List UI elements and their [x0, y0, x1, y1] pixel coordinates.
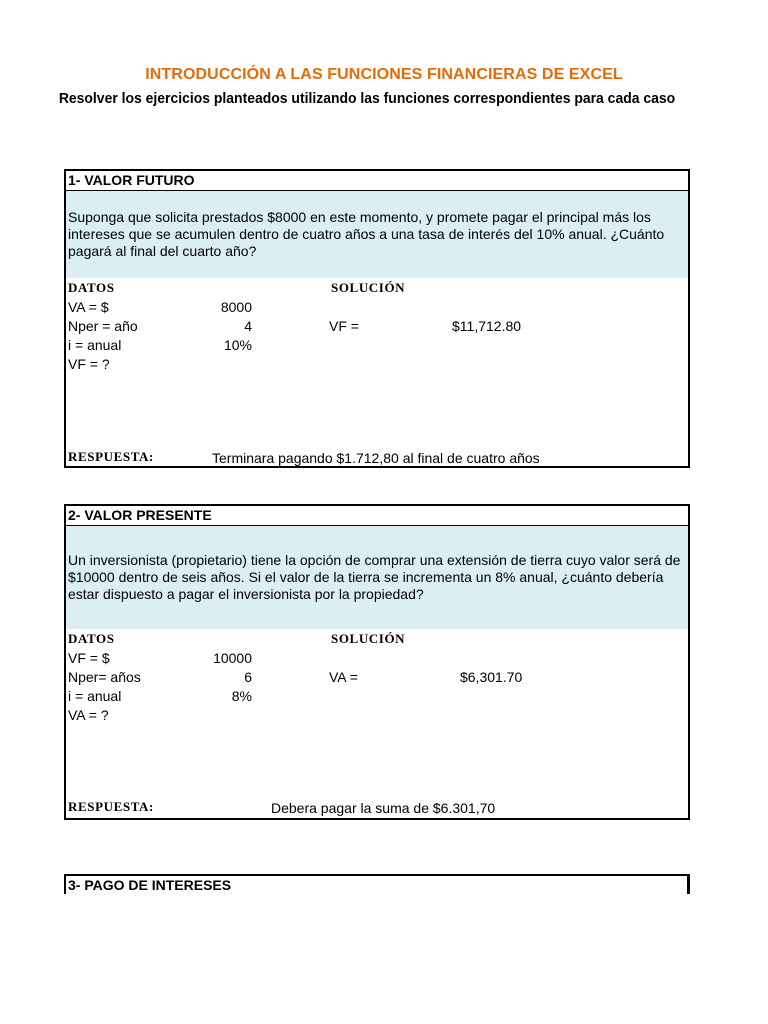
data-row-label: Nper= años — [68, 669, 141, 685]
data-row-label: VF = $ — [68, 650, 110, 666]
result-label: VF = — [329, 318, 359, 334]
data-row-value: 10000 — [213, 650, 252, 666]
datos-label: DATOS — [68, 631, 115, 646]
exercise-2-box — [64, 504, 690, 820]
solucion-label: SOLUCIÓN — [331, 280, 406, 295]
exercise-3-top-border — [64, 874, 690, 876]
exercise-1-problem: Suponga que solicita prestados $8000 en este momento, y promete pagar el principal más los intereses que se acumulen dentro de cuatro años a una tasa de interés del 10% anual. ¿Cuánto pagará al final del cuarto año? — [66, 191, 688, 278]
datos-label: DATOS — [68, 280, 115, 295]
data-row-label: VA = ? — [68, 707, 109, 723]
data-row-label: Nper = año — [68, 318, 138, 334]
exercise-3-header: 3- PAGO DE INTERESES — [68, 877, 232, 893]
result-label: VA = — [329, 669, 358, 685]
data-row-value: 6 — [244, 669, 252, 685]
exercise-1-body — [66, 278, 688, 466]
data-row-label: VA = $ — [68, 299, 109, 315]
page-subtitle: Resolver los ejercicios planteados utilizando las funciones correspondientes para cada caso — [58, 90, 676, 107]
data-row-value: 4 — [244, 318, 252, 334]
exercise-3-left-border — [64, 874, 66, 894]
exercise-3-right-border — [687, 874, 690, 894]
data-row-label: VF = ? — [68, 356, 110, 372]
result-value: $6,301.70 — [460, 669, 523, 685]
data-row-label: i = anual — [68, 688, 122, 704]
data-row-value: 10% — [223, 337, 252, 353]
result-value: $11,712.80 — [452, 318, 522, 334]
respuesta-text: Terminara pagando $1.712,80 al final de cuatro años — [212, 450, 540, 466]
exercise-1-header: 1- VALOR FUTURO — [66, 171, 688, 191]
page-title: INTRODUCCIÓN A LAS FUNCIONES FINANCIERAS DE EXCEL — [145, 66, 623, 83]
exercise-1-box — [64, 169, 690, 468]
data-row-value: 8000 — [220, 299, 252, 315]
data-row-label: i = anual — [68, 337, 122, 353]
exercise-2-header: 2- VALOR PRESENTE — [66, 506, 688, 526]
exercise-3-box — [64, 874, 690, 894]
exercise-2-problem: Un inversionista (propietario) tiene la opción de comprar una extensión de tierra cuyo valor será de $10000 dentro de seis años. Si el valor de la tierra se incrementa un 8% anual, ¿cuánto debería estar dispuesto a pagar el inversionista por la propiedad? — [66, 526, 688, 629]
exercise-2-body — [66, 629, 688, 818]
data-row-value: 8% — [231, 688, 252, 704]
respuesta-label: RESPUESTA: — [68, 799, 154, 814]
respuesta-text: Debera pagar la suma de $6.301,70 — [271, 800, 496, 816]
solucion-label: SOLUCIÓN — [331, 631, 406, 646]
respuesta-label: RESPUESTA: — [68, 449, 154, 464]
